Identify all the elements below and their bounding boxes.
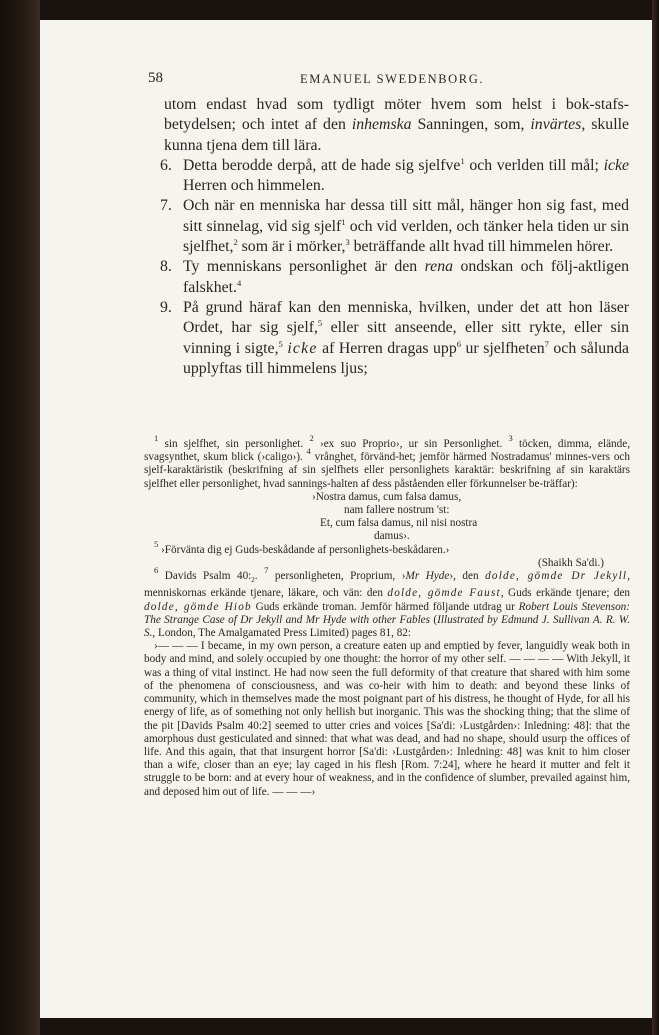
page-number: 58 [148, 70, 163, 86]
running-head: EMANUEL SWEDENBORG. [300, 72, 485, 86]
footnote-5-attribution: (Shaikh Sa'di.) [537, 556, 604, 569]
footnote-5: $^5$ ›Förvänta dig ej Guds-beskådande af personlighets-beskådaren.› [154, 538, 450, 556]
stevenson-quote: ›— — — I became, in my own person, a creature eaten up and emptied by fever, languidly weak both in body and mind, and solely occupied by one thought: the horror of my other self. — — — — With Jekyll, it was a thing of vital instinct. He had now seen the full deformity of that creature that shared with him some of the phenomena of consciousness, and was co-heir with him to death: and beyond these links of community, which in themselves made the most poignant part of his distress, he thought of Hyde, for all his energy of life, as of something not only hellish but inorganic. This was the shocking thing; that the slime of the pit [Davids Psalm 40:2] seemed to utter cries and voices [Sa'di: ›Lustgården›: Inledning: 48]: that the amorphous dust gesticulated and sinned: that what was dead, and had no shape, should usurp the offices of life. And this again, that that insurgent horror [Sa'di: ›Lustgården›: Inledning: 48] was knit to him closer than a wife, closer than an eye; lay caged in his flesh [Rom. 7:24], where he heard it mutter and felt it struggle to be born: and at every hour of weakness, and in the confidence of slumber, prevailed against him, and deposed him out of life. — — —› [144, 640, 630, 798]
footnote-6-7: $^6$ Davids Psalm $40:_2$. $^7$ personligheten, Proprium, ›Mr Hyde›, den dolde, gömde Dr Jekyll, menniskornas erkände tjenare, läkare, och vän: den dolde, gömde Faust, Guds erkände tjenare; den dolde, gömde Hiob Guds erkände troman. Jemför härmed följande utdrag ur Robert Louis Stevenson: The Strange Case of Dr Jekyll and Mr Hyde with other Fables (Illustrated by Edmund J. Sullivan A. R. W. S., London, The Amalgamated Press Limited) pages 81, 82: [144, 565, 631, 640]
page-header [40, 70, 652, 90]
list-item-9: 9. På grund häraf kan den menniska, hvilken, under det att hon läser Ordet, har sig sjelf,$^5$ eller sitt anseende, eller sitt rykte, eller sin vinning i sigte,$^5$ icke af Herren dragas upp$^6$ ur sjelfheten$^7$ och sålunda upplyftas till himmelens ljus; [160, 298, 630, 377]
item-number: 6. [160, 156, 172, 174]
footnotes [144, 433, 631, 799]
latin-verse: ›Nostra damus, cum falsa damus, nam fallere nostrum 'st: Et, cum falsa damus, nil nisi nostra damus›. [312, 490, 478, 543]
list-item-7: 7. Och när en menniska har dessa till sitt mål, hänger hon sig fast, med sitt sinnelag, vid sig sjelf$^1$ och vid verlden, och tänker hela tiden ur sin sjelfhet,$^2$ som är i mörker,$^3$ beträffande allt hvad till himmelen hörer. [160, 197, 629, 256]
list-item-8: 8. Ty menniskans personlighet är den rena ondskan och följ-aktligen falskhet.$^4$ [160, 258, 629, 296]
item-number: 9. [160, 298, 172, 316]
item-number: 7. [160, 197, 172, 215]
footnote-1-4: $^1$ sin sjelfhet, sin personlighet. $^2$ ›ex suo Proprio›, ur sin Personlighet. $^3$ töcken, dimma, elände, svagsynthet, skum blick (›caligo›). $^4$ vrånghet, förvänd-het; jemför härmed Nostradamus' minnes-vers och sjelf-karaktäristik (beskrifning af sin sjelfhets eller personlighets karaktär: beskrifning af sin karaktärs sjelfhet eller personlighet, hvad sannings-halten af dess påståenden eller förkunnelser be-träffar): [144, 433, 631, 490]
paragraph-continuation: utom endast hvad som tydligt möter hvem som helst i bok-stafs-betydelsen; och intet af den inhemska Sanningen, som, invärtes, skulle kunna tjena dem till lära. [164, 96, 629, 154]
page-edge [652, 0, 659, 1035]
book-spine [0, 0, 40, 1035]
list-item-6: 6. Detta berodde derpå, att de hade sig sjelfve$^1$ och verlden till mål; icke Herren och himmelen. [160, 155, 629, 195]
item-number: 8. [160, 258, 172, 276]
book-page [40, 20, 652, 1018]
main-text [160, 95, 630, 379]
